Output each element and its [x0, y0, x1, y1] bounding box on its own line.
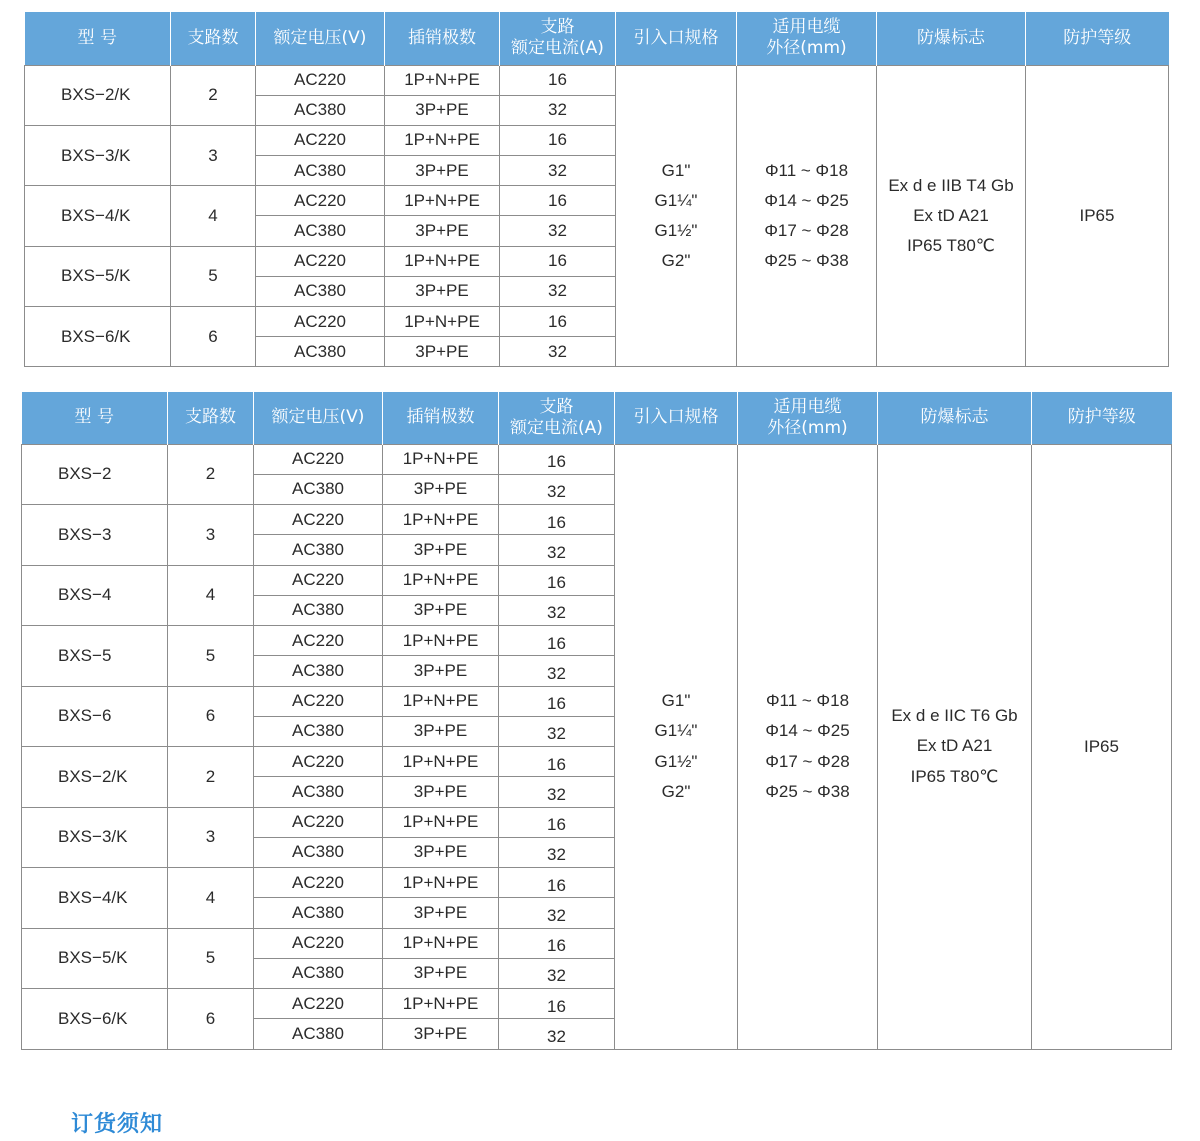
voltage-cell: AC220: [254, 807, 383, 837]
column-header: [22, 392, 168, 444]
inlet-spec-line: G1": [661, 160, 691, 180]
column-header: [499, 392, 615, 444]
poles-cell: 3P+PE: [383, 716, 499, 746]
inlet-spec-line: G1¼": [654, 721, 698, 741]
header-row: [22, 392, 1172, 444]
current-cell: 32: [500, 216, 616, 246]
branch-count-cell: 5: [168, 928, 254, 989]
poles-cell: 3P+PE: [383, 474, 499, 504]
voltage-cell: AC220: [256, 307, 385, 337]
branch-count-cell: 2: [168, 747, 254, 808]
branch-count-cell: 3: [171, 125, 256, 185]
branch-count-cell: 2: [168, 444, 254, 505]
poles-cell: 1P+N+PE: [383, 928, 499, 958]
poles-cell: 1P+N+PE: [383, 505, 499, 535]
spec-table-2: [21, 392, 1172, 1050]
voltage-cell: AC220: [254, 868, 383, 898]
voltage-cell: AC380: [254, 656, 383, 686]
column-header: [254, 392, 383, 444]
cable-diameter-line: Φ14 ~ Φ25: [764, 190, 849, 210]
current-cell: 16: [499, 807, 615, 837]
poles-cell: 1P+N+PE: [385, 125, 500, 155]
inlet-spec-line: G1½": [654, 751, 698, 771]
column-header-line: 防护等级: [1063, 27, 1132, 48]
column-header: [171, 12, 256, 65]
voltage-cell: AC220: [254, 747, 383, 777]
model-cell: BXS−6: [22, 686, 168, 747]
branch-count-cell: 6: [168, 686, 254, 747]
protection-cell: IP65: [1026, 65, 1169, 367]
voltage-cell: AC220: [256, 65, 385, 95]
spec-table-1: [24, 12, 1169, 367]
ex-mark-line: IP65 T80℃: [907, 236, 995, 256]
poles-cell: 3P+PE: [383, 898, 499, 928]
poles-cell: 1P+N+PE: [385, 246, 500, 276]
poles-cell: 1P+N+PE: [383, 565, 499, 595]
current-cell: 32: [500, 156, 616, 186]
current-cell: 32: [499, 958, 615, 988]
voltage-cell: AC220: [254, 626, 383, 656]
cable-diameter-line: Φ25 ~ Φ38: [765, 781, 850, 801]
column-header: [168, 392, 254, 444]
poles-cell: 3P+PE: [383, 777, 499, 807]
order-notes-title: 订货须知: [71, 1112, 164, 1137]
column-header: [615, 392, 738, 444]
model-cell: BXS−2: [22, 444, 168, 505]
current-cell: 32: [499, 777, 615, 807]
model-cell: BXS−2/K: [22, 747, 168, 808]
current-cell: 16: [499, 565, 615, 595]
current-cell: 16: [499, 868, 615, 898]
poles-cell: 1P+N+PE: [383, 807, 499, 837]
model-cell: BXS−3/K: [22, 807, 168, 868]
voltage-cell: AC220: [256, 125, 385, 155]
current-cell: 16: [499, 928, 615, 958]
current-cell: 16: [499, 686, 615, 716]
voltage-cell: AC220: [254, 505, 383, 535]
cable-diameter-line: Φ11 ~ Φ18: [764, 160, 849, 180]
model-cell: BXS−5/K: [22, 928, 168, 989]
voltage-cell: AC380: [254, 474, 383, 504]
voltage-cell: AC380: [256, 95, 385, 125]
current-cell: 32: [500, 337, 616, 367]
column-header-line: 额定电压(V): [273, 27, 367, 48]
branch-count-cell: 5: [168, 626, 254, 687]
ex-mark-line: IP65 T80℃: [910, 766, 999, 786]
current-cell: 16: [500, 307, 616, 337]
poles-cell: 3P+PE: [385, 337, 500, 367]
voltage-cell: AC220: [256, 246, 385, 276]
voltage-cell: AC380: [254, 535, 383, 565]
column-header-line: 额定电流(A): [511, 38, 604, 59]
current-cell: 32: [499, 1019, 615, 1049]
current-cell: 32: [499, 656, 615, 686]
current-cell: 32: [499, 837, 615, 867]
column-header-line: 支路: [539, 396, 574, 417]
column-header: [500, 12, 616, 65]
cable-diameter-line: Φ17 ~ Φ28: [764, 220, 849, 240]
table-body: [25, 65, 1169, 367]
inlet-spec-cell: [615, 444, 738, 1049]
poles-cell: 1P+N+PE: [383, 626, 499, 656]
inlet-spec-line: G1¼": [654, 190, 698, 210]
column-header: [877, 12, 1026, 65]
voltage-cell: AC380: [254, 898, 383, 928]
poles-cell: 1P+N+PE: [383, 989, 499, 1019]
branch-count-cell: 2: [171, 65, 256, 125]
column-header-line: 支路: [540, 17, 575, 38]
header-row: [25, 12, 1169, 65]
column-header-line: 插销极数: [408, 27, 476, 48]
column-header-line: 额定电流(A): [510, 417, 603, 438]
column-header: [256, 12, 385, 65]
current-cell: 16: [499, 747, 615, 777]
model-cell: BXS−4/K: [22, 868, 168, 929]
cable-diameter-cell: [738, 444, 878, 1049]
voltage-cell: AC220: [254, 565, 383, 595]
voltage-cell: AC380: [254, 777, 383, 807]
column-header: [1032, 392, 1172, 444]
inlet-spec-line: G2": [661, 251, 691, 271]
table-body: [22, 444, 1172, 1049]
poles-cell: 3P+PE: [385, 216, 500, 246]
branch-count-cell: 4: [168, 868, 254, 929]
current-cell: 32: [499, 898, 615, 928]
table-row: [25, 65, 1169, 95]
inlet-spec-line: G2": [661, 781, 691, 801]
voltage-cell: AC380: [254, 595, 383, 625]
column-header: [383, 392, 499, 444]
ex-mark-line: Ex tD A21: [913, 205, 989, 225]
cable-diameter-line: Φ11 ~ Φ18: [765, 691, 850, 711]
column-header-line: 插销极数: [406, 407, 475, 428]
branch-count-cell: 3: [168, 505, 254, 566]
poles-cell: 3P+PE: [385, 95, 500, 125]
current-cell: 32: [499, 474, 615, 504]
poles-cell: 3P+PE: [385, 276, 500, 306]
column-header-line: 防爆标志: [917, 27, 985, 48]
voltage-cell: AC380: [256, 216, 385, 246]
protection-cell: IP65: [1032, 444, 1172, 1049]
model-cell: BXS−3/K: [25, 125, 171, 185]
cable-diameter-line: Φ14 ~ Φ25: [765, 721, 850, 741]
poles-cell: 1P+N+PE: [385, 186, 500, 216]
voltage-cell: AC380: [254, 716, 383, 746]
inlet-spec-line: G1": [661, 691, 691, 711]
column-header-line: 防护等级: [1067, 407, 1136, 428]
current-cell: 16: [499, 989, 615, 1019]
column-header-line: 适用电缆: [772, 17, 841, 38]
voltage-cell: AC380: [254, 1019, 383, 1049]
branch-count-cell: 3: [168, 807, 254, 868]
voltage-cell: AC220: [254, 928, 383, 958]
poles-cell: 3P+PE: [383, 535, 499, 565]
model-cell: BXS−4/K: [25, 186, 171, 246]
current-cell: 16: [500, 125, 616, 155]
model-cell: BXS−5/K: [25, 246, 171, 306]
inlet-spec-line: G1½": [654, 220, 698, 240]
model-cell: BXS−5: [22, 626, 168, 687]
column-header-line: 外径(mm): [767, 417, 848, 438]
column-header-line: 外径(mm): [766, 38, 847, 59]
branch-count-cell: 6: [171, 307, 256, 367]
poles-cell: 1P+N+PE: [383, 747, 499, 777]
ex-mark-cell: [877, 65, 1026, 367]
column-header-line: 支路数: [187, 27, 239, 48]
column-header-line: 防爆标志: [920, 407, 989, 428]
table-row: [22, 444, 1172, 474]
model-cell: BXS−6/K: [22, 989, 168, 1050]
poles-cell: 3P+PE: [383, 595, 499, 625]
poles-cell: 3P+PE: [383, 1019, 499, 1049]
column-header-line: 适用电缆: [773, 396, 842, 417]
column-header-line: 引入口规格: [633, 407, 719, 428]
current-cell: 16: [499, 505, 615, 535]
current-cell: 32: [499, 716, 615, 746]
column-header: [616, 12, 737, 65]
poles-cell: 1P+N+PE: [383, 868, 499, 898]
poles-cell: 1P+N+PE: [385, 307, 500, 337]
voltage-cell: AC220: [256, 186, 385, 216]
poles-cell: 1P+N+PE: [383, 444, 499, 474]
voltage-cell: AC380: [256, 337, 385, 367]
column-header: [878, 392, 1032, 444]
voltage-cell: AC220: [254, 444, 383, 474]
branch-count-cell: 4: [168, 565, 254, 626]
voltage-cell: AC220: [254, 686, 383, 716]
model-cell: BXS−3: [22, 505, 168, 566]
branch-count-cell: 5: [171, 246, 256, 306]
column-header: [1026, 12, 1169, 65]
branch-count-cell: 6: [168, 989, 254, 1050]
table-header: [22, 392, 1172, 444]
current-cell: 16: [499, 444, 615, 474]
inlet-spec-cell: [616, 65, 737, 367]
ex-mark-cell: [878, 444, 1032, 1049]
current-cell: 32: [499, 595, 615, 625]
voltage-cell: AC380: [256, 156, 385, 186]
column-header-line: 额定电压(V): [271, 407, 365, 428]
table-header: [25, 12, 1169, 65]
model-cell: BXS−2/K: [25, 65, 171, 125]
poles-cell: 1P+N+PE: [385, 65, 500, 95]
cable-diameter-line: Φ25 ~ Φ38: [764, 251, 849, 271]
column-header: [385, 12, 500, 65]
poles-cell: 1P+N+PE: [383, 686, 499, 716]
current-cell: 16: [500, 246, 616, 276]
ex-mark-line: Ex tD A21: [916, 736, 993, 756]
column-header-line: 引入口规格: [633, 27, 719, 48]
poles-cell: 3P+PE: [383, 837, 499, 867]
branch-count-cell: 4: [171, 186, 256, 246]
cable-diameter-cell: [737, 65, 877, 367]
voltage-cell: AC220: [254, 989, 383, 1019]
column-header-line: 支路数: [185, 407, 236, 428]
current-cell: 32: [500, 95, 616, 125]
current-cell: 32: [499, 535, 615, 565]
voltage-cell: AC380: [256, 276, 385, 306]
poles-cell: 3P+PE: [385, 156, 500, 186]
column-header-line: 型 号: [74, 407, 114, 428]
ex-mark-line: Ex d e IIB T4 Gb: [888, 175, 1014, 195]
model-cell: BXS−6/K: [25, 307, 171, 367]
column-header-line: 型 号: [77, 27, 117, 48]
current-cell: 16: [499, 626, 615, 656]
column-header: [25, 12, 171, 65]
poles-cell: 3P+PE: [383, 656, 499, 686]
voltage-cell: AC380: [254, 837, 383, 867]
current-cell: 32: [500, 276, 616, 306]
column-header: [737, 12, 877, 65]
poles-cell: 3P+PE: [383, 958, 499, 988]
voltage-cell: AC380: [254, 958, 383, 988]
cable-diameter-line: Φ17 ~ Φ28: [765, 751, 850, 771]
model-cell: BXS−4: [22, 565, 168, 626]
ex-mark-line: Ex d e IIC T6 Gb: [891, 706, 1018, 726]
column-header: [738, 392, 878, 444]
current-cell: 16: [500, 65, 616, 95]
current-cell: 16: [500, 186, 616, 216]
